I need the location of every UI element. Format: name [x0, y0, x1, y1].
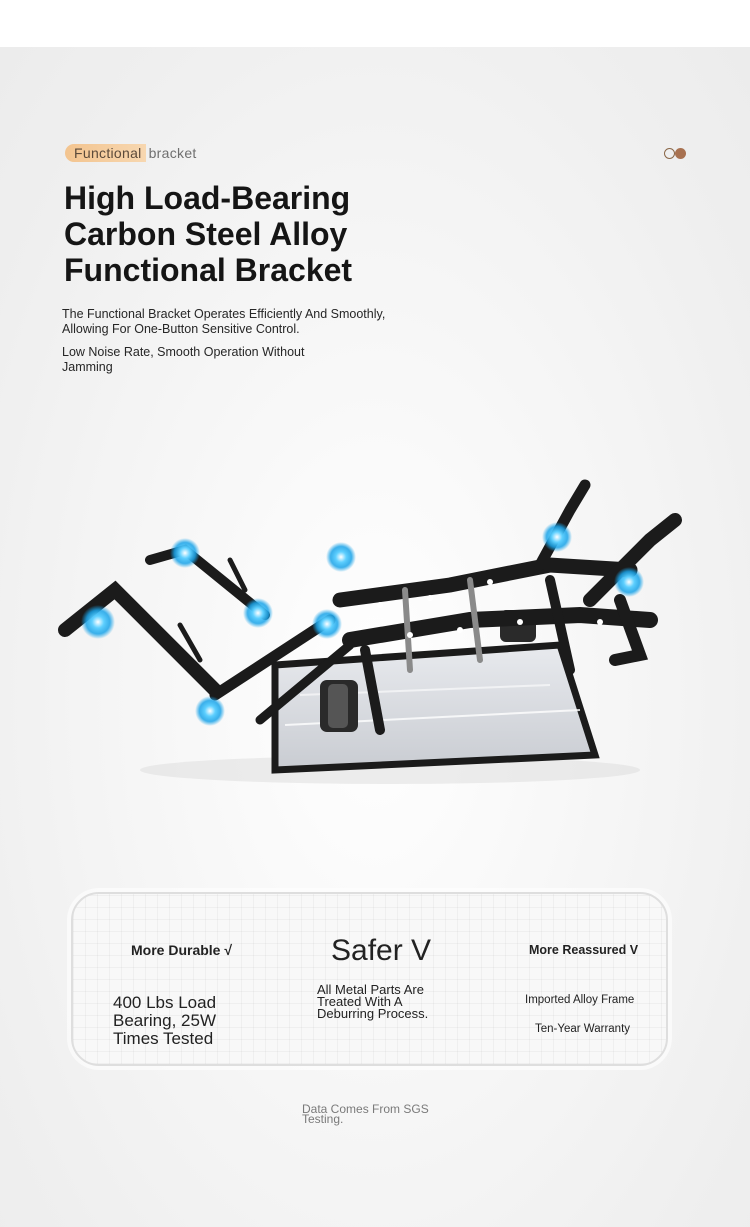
feature-metal-detail: All Metal Parts Are Treated With A Deburring Process. — [317, 982, 429, 1021]
bracket-illustration — [50, 470, 700, 790]
joint-highlight-icon — [312, 609, 342, 639]
section-tag-rest: bracket — [148, 145, 197, 161]
pager-dot-filled — [675, 148, 686, 159]
title-line-1: High Load-Bearing — [64, 180, 351, 216]
joint-highlight-icon — [170, 538, 200, 568]
feature-alloy-detail: Imported Alloy Frame — [525, 994, 635, 1006]
feature-reassured: More Reassured V — [529, 943, 639, 957]
feature-durable: More Durable √ — [131, 942, 233, 958]
description-noise: Low Noise Rate, Smooth Operation Without Jamming — [62, 345, 305, 374]
joint-highlight-icon — [614, 567, 644, 597]
feature-safer: Safer V — [331, 934, 432, 967]
top-strip — [0, 0, 750, 47]
joint-highlight-icon — [243, 598, 273, 628]
title-line-3: Functional Bracket — [64, 252, 353, 288]
section-tag — [65, 144, 197, 162]
description-efficiency: The Functional Bracket Operates Efficiently And Smoothly, Allowing For One-Button Sensitive Control. — [62, 307, 386, 336]
feature-load-detail: 400 Lbs Load Bearing, 25W Times Tested — [113, 993, 217, 1048]
joint-highlight-icon — [81, 605, 115, 639]
section-tag-highlight: Functional — [65, 144, 146, 162]
features-card — [71, 892, 668, 1066]
joint-highlight-icon — [542, 522, 572, 552]
pager-dots-icon — [664, 148, 688, 160]
title-line-2: Carbon Steel Alloy — [64, 216, 348, 252]
pager-dot-outline — [664, 148, 675, 159]
footnote: Data Comes From SGS Testing. — [302, 1102, 429, 1126]
feature-warranty-detail: Ten-Year Warranty — [535, 1023, 631, 1035]
joint-highlight-icon — [326, 542, 356, 572]
page-title — [64, 180, 352, 288]
joint-highlight-icon — [195, 696, 225, 726]
